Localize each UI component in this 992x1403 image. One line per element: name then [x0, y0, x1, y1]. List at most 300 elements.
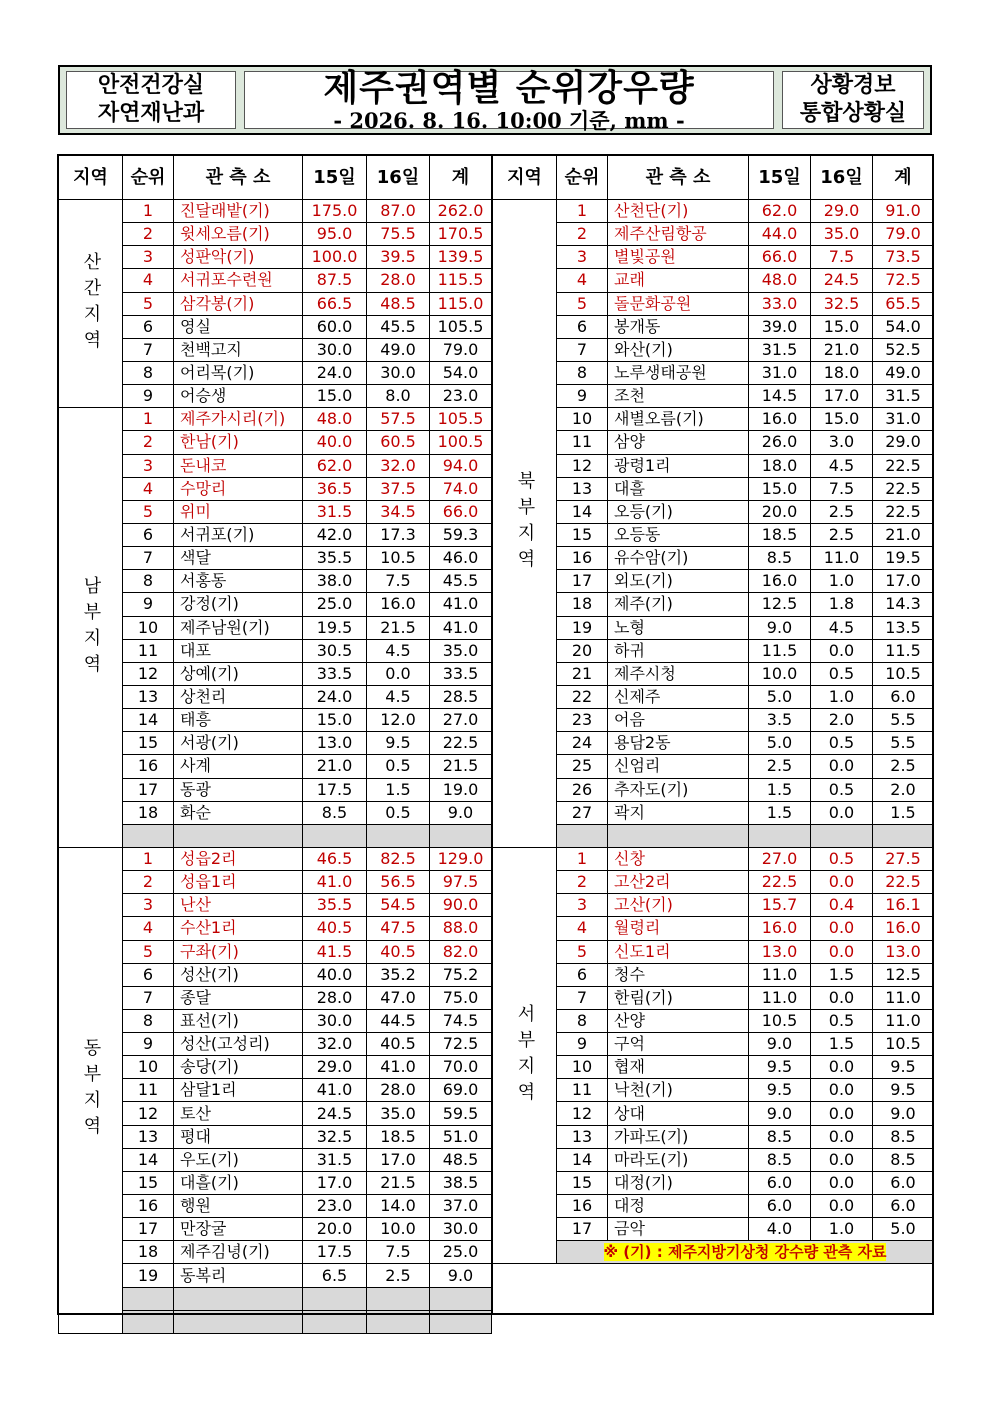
day16-value: 0.5 [811, 847, 873, 870]
col-day15: 15일 [303, 156, 367, 200]
day15-value: 16.0 [749, 408, 811, 431]
station-cell [174, 709, 303, 732]
day16-value: 17.3 [367, 523, 430, 546]
table-row [493, 500, 934, 523]
station-name: 별빛공원 [614, 247, 676, 267]
table-row [493, 338, 934, 361]
day15-value: 24.5 [303, 1102, 367, 1125]
total-value: 41.0 [430, 593, 492, 616]
day15-value: 13.0 [303, 732, 367, 755]
day15-value: 41.0 [303, 1079, 367, 1102]
day16-value: 7.5 [811, 246, 873, 269]
station-cell [608, 200, 749, 223]
total-value: 46.0 [430, 547, 492, 570]
station-cell [608, 986, 749, 1009]
table-row [59, 662, 492, 685]
day15-value: 29.0 [303, 1056, 367, 1079]
station-name: 삼양 [614, 432, 645, 452]
day15-value: 28.0 [303, 986, 367, 1009]
table-row [493, 778, 934, 801]
rank-cell: 1 [123, 200, 174, 223]
rank-cell: 12 [123, 1102, 174, 1125]
total-value: 38.5 [430, 1171, 492, 1194]
office-line2: 통합상황실 [799, 101, 907, 126]
station-cell [608, 732, 749, 755]
station-name: 구억 [614, 1034, 645, 1054]
station-name: 만장굴 [180, 1219, 227, 1239]
day15-value: 8.5 [749, 1125, 811, 1148]
station-cell [174, 940, 303, 963]
table-row [59, 709, 492, 732]
table-row [493, 801, 934, 824]
station-cell [174, 1125, 303, 1148]
total-value: 21.0 [873, 523, 934, 546]
station-cell [608, 685, 749, 708]
day15-value: 11.0 [749, 963, 811, 986]
table-row [493, 1009, 934, 1032]
table-row [493, 1171, 934, 1194]
station-cell [608, 778, 749, 801]
day16-value: 28.0 [367, 1079, 430, 1102]
day15-value: 17.0 [303, 1171, 367, 1194]
day16-value: 1.8 [811, 593, 873, 616]
total-value: 35.0 [430, 639, 492, 662]
day15-value: 22.5 [749, 871, 811, 894]
total-value: 74.5 [430, 1009, 492, 1032]
day15-value: 27.0 [749, 847, 811, 870]
blank-row [493, 824, 934, 847]
footnote-text: ※ (기) : 제주지방기상청 강수량 관측 자료 [603, 1243, 887, 1262]
station-cell [174, 292, 303, 315]
table-row [493, 1148, 934, 1171]
region-label: 동부지역 [59, 847, 123, 1333]
footnote-cell [557, 1241, 934, 1264]
station-name: 오등동 [614, 525, 661, 545]
total-value: 105.5 [430, 315, 492, 338]
station-name: 노루생태공원 [614, 363, 707, 383]
office-line1: 상황경보 [810, 73, 896, 98]
day15-value: 100.0 [303, 246, 367, 269]
station-cell [608, 246, 749, 269]
day16-value: 24.5 [811, 269, 873, 292]
total-value: 5.0 [873, 1218, 934, 1241]
day16-value: 37.5 [367, 477, 430, 500]
table-row [493, 963, 934, 986]
table-row [59, 1102, 492, 1125]
table-row [493, 523, 934, 546]
blank-cell [123, 1287, 174, 1310]
station-name: 산천단(기) [614, 201, 689, 221]
day15-value: 21.0 [303, 755, 367, 778]
col-total: 계 [873, 156, 934, 200]
day15-value: 35.5 [303, 894, 367, 917]
station-cell [174, 1033, 303, 1056]
rank-cell: 11 [123, 1079, 174, 1102]
day16-value: 30.0 [367, 361, 430, 384]
rank-cell: 6 [557, 963, 608, 986]
table-row [59, 315, 492, 338]
rank-cell: 1 [557, 847, 608, 870]
station-cell [608, 801, 749, 824]
table-row [59, 1264, 492, 1287]
station-cell [174, 200, 303, 223]
station-name: 신엄리 [614, 756, 661, 776]
day16-value: 4.5 [811, 454, 873, 477]
day16-value: 1.0 [811, 1218, 873, 1241]
day16-value: 7.5 [811, 477, 873, 500]
rank-cell: 16 [123, 1195, 174, 1218]
rank-cell: 12 [557, 454, 608, 477]
day16-value: 21.5 [367, 1171, 430, 1194]
day15-value: 36.5 [303, 477, 367, 500]
rank-cell: 25 [557, 755, 608, 778]
table-row [59, 454, 492, 477]
station-cell [608, 1148, 749, 1171]
rank-cell: 23 [557, 709, 608, 732]
table-row [59, 431, 492, 454]
total-value: 5.5 [873, 732, 934, 755]
total-value: 11.0 [873, 986, 934, 1009]
station-name: 오등(기) [614, 501, 673, 521]
station-name: 성판악(기) [180, 247, 255, 267]
day15-value: 9.0 [749, 1102, 811, 1125]
total-value: 74.0 [430, 477, 492, 500]
rank-cell: 6 [557, 315, 608, 338]
station-name: 마라도(기) [614, 1149, 689, 1169]
day15-value: 31.0 [749, 361, 811, 384]
station-cell [608, 570, 749, 593]
day15-value: 31.5 [749, 338, 811, 361]
day16-value: 10.0 [367, 1218, 430, 1241]
station-cell [174, 732, 303, 755]
rank-cell: 2 [123, 871, 174, 894]
total-value: 9.0 [430, 801, 492, 824]
total-value: 13.5 [873, 616, 934, 639]
total-value: 66.0 [430, 500, 492, 523]
day16-value: 2.5 [811, 523, 873, 546]
day15-value: 31.5 [303, 500, 367, 523]
table-row [493, 639, 934, 662]
station-name: 성읍1리 [180, 872, 237, 892]
total-value: 75.0 [430, 986, 492, 1009]
station-cell [174, 385, 303, 408]
station-name: 제주가시리(기) [180, 409, 286, 429]
total-value: 9.5 [873, 1056, 934, 1079]
rank-cell: 5 [123, 292, 174, 315]
col-day16: 16일 [367, 156, 430, 200]
station-cell [174, 662, 303, 685]
total-value: 6.0 [873, 1195, 934, 1218]
col-region: 지역 [59, 156, 123, 200]
rank-cell: 4 [557, 269, 608, 292]
total-value: 13.0 [873, 940, 934, 963]
day16-value: 18.0 [811, 361, 873, 384]
station-name: 표선(기) [180, 1010, 239, 1030]
department-box [66, 71, 236, 129]
rank-cell: 4 [123, 477, 174, 500]
rank-cell: 6 [123, 963, 174, 986]
rank-cell: 16 [123, 755, 174, 778]
blank-row [59, 1287, 492, 1310]
rank-cell: 13 [557, 477, 608, 500]
day16-value: 35.0 [367, 1102, 430, 1125]
day15-value: 30.5 [303, 639, 367, 662]
day16-value: 34.5 [367, 500, 430, 523]
footnote-row [493, 1241, 934, 1264]
total-value: 72.5 [430, 1033, 492, 1056]
day15-value: 19.5 [303, 616, 367, 639]
rank-cell: 5 [123, 500, 174, 523]
station-name: 와산(기) [614, 339, 673, 359]
total-value: 8.5 [873, 1148, 934, 1171]
total-value: 29.0 [873, 431, 934, 454]
station-name: 상천리 [180, 687, 227, 707]
rank-cell: 2 [557, 871, 608, 894]
col-day16: 16일 [811, 156, 873, 200]
station-cell [174, 431, 303, 454]
day16-value: 2.5 [811, 500, 873, 523]
rank-cell: 14 [123, 1148, 174, 1171]
station-cell [608, 871, 749, 894]
day15-value: 62.0 [749, 200, 811, 223]
station-name: 낙천(기) [614, 1080, 673, 1100]
station-name: 청수 [614, 964, 645, 984]
total-value: 54.0 [430, 361, 492, 384]
table-row [493, 269, 934, 292]
day15-value: 39.0 [749, 315, 811, 338]
total-value: 17.0 [873, 570, 934, 593]
region-label: 남부지역 [59, 408, 123, 848]
region-label: 산간지역 [59, 200, 123, 408]
day15-value: 10.5 [749, 1009, 811, 1032]
day16-value: 1.5 [367, 778, 430, 801]
rank-cell: 26 [557, 778, 608, 801]
day16-value: 60.5 [367, 431, 430, 454]
station-cell [174, 315, 303, 338]
station-cell [174, 1009, 303, 1032]
day15-value: 18.0 [749, 454, 811, 477]
col-rank: 순위 [557, 156, 608, 200]
table-row [59, 778, 492, 801]
station-cell [608, 917, 749, 940]
col-station: 관 측 소 [174, 156, 303, 200]
station-name: 신창 [614, 849, 645, 868]
station-cell [174, 1241, 303, 1264]
station-name: 위미 [180, 501, 211, 521]
station-name: 제주산림항공 [614, 224, 707, 244]
total-value: 88.0 [430, 917, 492, 940]
day15-value: 31.5 [303, 1148, 367, 1171]
rank-cell: 7 [557, 986, 608, 1009]
rank-cell: 7 [123, 986, 174, 1009]
department-line1: 안전건강실 [97, 73, 205, 98]
day16-value: 2.0 [811, 709, 873, 732]
station-cell [174, 894, 303, 917]
table-row [493, 894, 934, 917]
rank-cell: 13 [557, 1125, 608, 1148]
station-name: 천백고지 [180, 339, 242, 359]
blank-cell [749, 824, 811, 847]
total-value: 22.5 [873, 477, 934, 500]
station-cell [608, 847, 749, 870]
blank-cell [873, 824, 934, 847]
station-name: 서광(기) [180, 733, 239, 753]
day15-value: 8.5 [749, 1148, 811, 1171]
station-name: 강정(기) [180, 594, 239, 614]
table-row [59, 570, 492, 593]
total-value: 82.0 [430, 940, 492, 963]
table-row [493, 200, 934, 223]
station-name: 서귀포(기) [180, 525, 255, 545]
rank-cell: 19 [123, 1264, 174, 1287]
station-cell [608, 477, 749, 500]
station-name: 어리목(기) [180, 363, 255, 383]
day16-value: 87.0 [367, 200, 430, 223]
station-name: 수망리 [180, 478, 227, 498]
table-row [59, 500, 492, 523]
station-cell [174, 1264, 303, 1287]
total-value: 5.5 [873, 709, 934, 732]
total-value: 27.5 [873, 847, 934, 870]
station-cell [174, 1102, 303, 1125]
total-value: 22.5 [873, 454, 934, 477]
rank-cell: 17 [123, 1218, 174, 1241]
blank-cell [367, 824, 430, 847]
day15-value: 17.5 [303, 778, 367, 801]
rank-cell: 9 [557, 385, 608, 408]
day16-value: 4.5 [367, 685, 430, 708]
blank-cell [430, 1310, 492, 1333]
total-value: 19.0 [430, 778, 492, 801]
table-row [493, 593, 934, 616]
blank-cell [367, 1310, 430, 1333]
table-row [59, 1148, 492, 1171]
total-value: 100.5 [430, 431, 492, 454]
day15-value: 13.0 [749, 940, 811, 963]
total-value: 21.5 [430, 755, 492, 778]
station-cell [174, 685, 303, 708]
rank-cell: 12 [557, 1102, 608, 1125]
day15-value: 175.0 [303, 200, 367, 223]
total-value: 14.3 [873, 593, 934, 616]
station-name: 대흘(기) [180, 1172, 239, 1192]
day16-value: 17.0 [367, 1148, 430, 1171]
total-value: 49.0 [873, 361, 934, 384]
col-total: 계 [430, 156, 492, 200]
day15-value: 9.5 [749, 1056, 811, 1079]
station-name: 돈내코 [180, 455, 227, 475]
station-cell [174, 1195, 303, 1218]
station-cell [608, 408, 749, 431]
table-row [59, 917, 492, 940]
rank-cell: 16 [557, 547, 608, 570]
station-cell [174, 963, 303, 986]
station-name: 월령리 [614, 918, 661, 938]
blank-cell [123, 1310, 174, 1333]
day15-value: 14.5 [749, 385, 811, 408]
rank-cell: 7 [123, 338, 174, 361]
station-name: 구좌(기) [180, 941, 239, 961]
station-cell [608, 292, 749, 315]
region-label: 북부지역 [493, 200, 557, 848]
table-row [493, 292, 934, 315]
station-name: 서귀포수련원 [180, 270, 273, 290]
station-cell [174, 755, 303, 778]
station-name: 화순 [180, 802, 211, 822]
table-row [59, 755, 492, 778]
total-value: 8.5 [873, 1125, 934, 1148]
total-value: 9.0 [873, 1102, 934, 1125]
station-cell [608, 1171, 749, 1194]
rank-cell: 11 [557, 1079, 608, 1102]
total-value: 97.5 [430, 871, 492, 894]
total-value: 59.3 [430, 523, 492, 546]
table-row [59, 1171, 492, 1194]
day16-value: 82.5 [367, 847, 430, 870]
blank-cell [174, 1287, 303, 1310]
table-row [493, 709, 934, 732]
rank-cell: 5 [557, 940, 608, 963]
table-row [59, 408, 492, 431]
day15-value: 30.0 [303, 338, 367, 361]
day16-value: 21.5 [367, 616, 430, 639]
rainfall-table-left [58, 155, 492, 1334]
table-row [59, 361, 492, 384]
station-name: 봉개동 [614, 316, 661, 336]
total-value: 11.0 [873, 1009, 934, 1032]
station-cell [608, 616, 749, 639]
day15-value: 15.0 [749, 477, 811, 500]
table-row [493, 547, 934, 570]
table-row [493, 986, 934, 1009]
station-cell [608, 431, 749, 454]
table-row [493, 1079, 934, 1102]
day16-value: 12.0 [367, 709, 430, 732]
day16-value: 0.0 [811, 639, 873, 662]
station-name: 성산(고성리) [180, 1034, 270, 1054]
col-day15: 15일 [749, 156, 811, 200]
day15-value: 32.5 [303, 1125, 367, 1148]
table-row [59, 685, 492, 708]
day15-value: 9.5 [749, 1079, 811, 1102]
station-name: 성읍2리 [180, 849, 237, 868]
station-cell [174, 361, 303, 384]
rank-cell: 8 [557, 1009, 608, 1032]
total-value: 25.0 [430, 1241, 492, 1264]
total-value: 22.5 [873, 500, 934, 523]
rank-cell: 17 [557, 1218, 608, 1241]
table-row [493, 477, 934, 500]
day15-value: 12.5 [749, 593, 811, 616]
page-title: 제주권역별 순위강우량 [323, 68, 695, 109]
day15-value: 25.0 [303, 593, 367, 616]
day15-value: 8.5 [749, 547, 811, 570]
day16-value: 0.0 [811, 755, 873, 778]
table-row [493, 246, 934, 269]
table-row [493, 616, 934, 639]
total-value: 115.0 [430, 292, 492, 315]
station-cell [608, 1056, 749, 1079]
day16-value: 0.0 [811, 917, 873, 940]
station-name: 난산 [180, 895, 211, 915]
rank-cell: 16 [557, 1195, 608, 1218]
station-cell [174, 616, 303, 639]
day15-value: 9.0 [749, 1033, 811, 1056]
rank-cell: 10 [123, 616, 174, 639]
table-row [493, 940, 934, 963]
station-name: 신제주 [614, 687, 661, 707]
total-value: 72.5 [873, 269, 934, 292]
